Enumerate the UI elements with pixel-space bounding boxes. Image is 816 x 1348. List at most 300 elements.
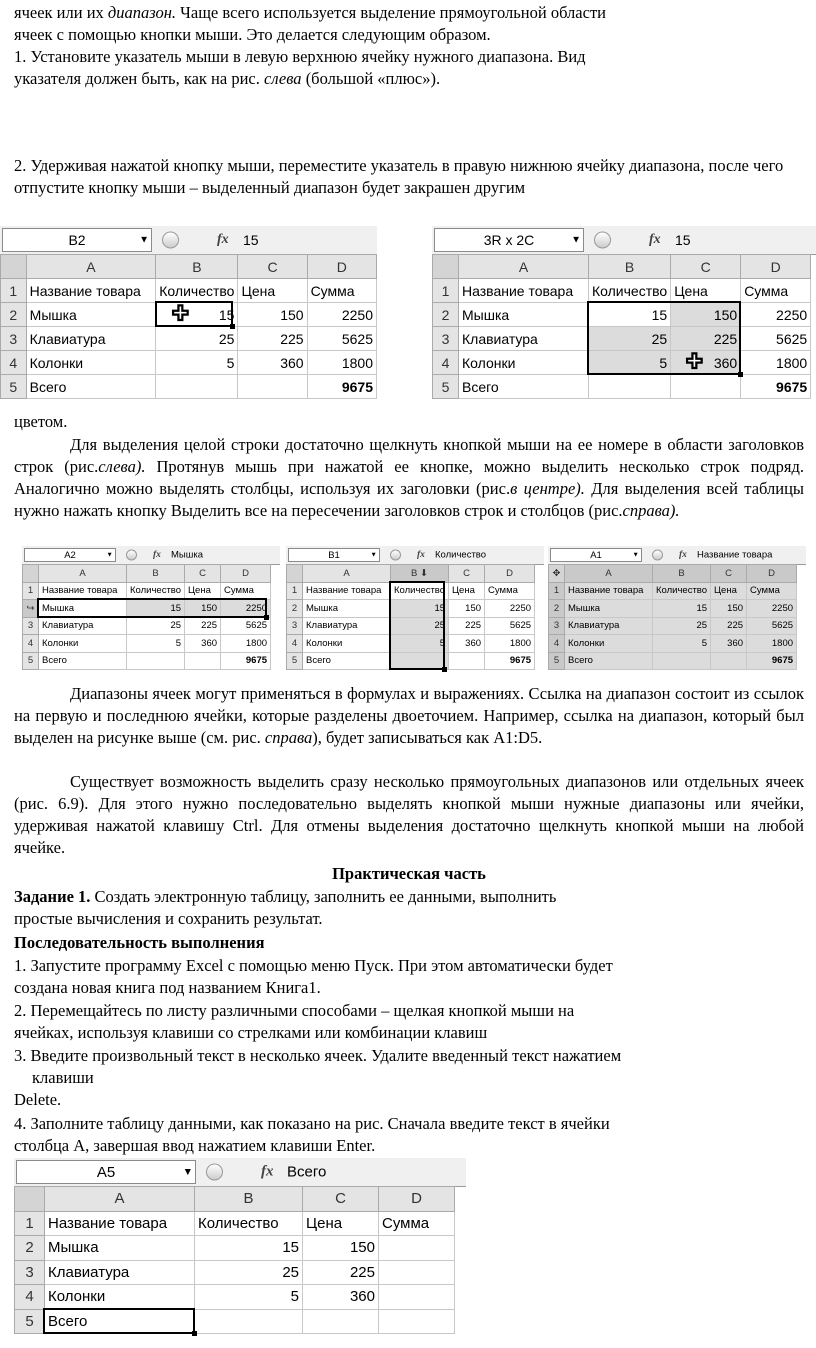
row-header[interactable]: 4 xyxy=(1,351,27,375)
formula-bar xyxy=(548,546,806,565)
paragraph-step-1 xyxy=(14,46,804,90)
cell[interactable]: 5625 xyxy=(307,327,376,351)
table-row xyxy=(15,1236,455,1261)
cell[interactable]: Цена xyxy=(711,582,747,600)
column-header[interactable]: C xyxy=(303,1187,379,1212)
cell[interactable]: 225 xyxy=(303,1260,379,1285)
column-header[interactable]: C xyxy=(671,255,741,279)
text-italic: слева). xyxy=(98,457,146,476)
cell[interactable]: 150 xyxy=(711,600,747,618)
cell[interactable]: 1800 xyxy=(741,351,811,375)
column-header[interactable]: D xyxy=(485,565,535,583)
cell[interactable]: Количество xyxy=(391,582,449,600)
text-italic: слева xyxy=(264,69,302,88)
table-row xyxy=(433,303,811,327)
cell[interactable] xyxy=(711,652,747,670)
name-box-value: 3R x 2C xyxy=(483,232,535,248)
cell[interactable]: 1800 xyxy=(307,351,376,375)
row-header[interactable]: 3 xyxy=(287,617,303,635)
cell[interactable]: 15 xyxy=(156,303,238,327)
row-header[interactable]: 2 xyxy=(433,303,459,327)
text-italic: в центре). xyxy=(510,479,585,498)
fx-icon[interactable]: fx xyxy=(679,550,687,560)
cell[interactable]: Мышка xyxy=(303,600,391,618)
column-header[interactable]: D xyxy=(741,255,811,279)
name-box[interactable] xyxy=(2,228,152,252)
cell[interactable]: Всего xyxy=(39,652,127,670)
cell[interactable]: Название товара xyxy=(45,1211,195,1236)
paragraph-range-intro xyxy=(14,2,804,46)
name-box-value: A5 xyxy=(96,1163,116,1181)
name-box-value: B2 xyxy=(68,232,86,248)
column-header[interactable]: C xyxy=(711,565,747,583)
column-header[interactable]: A xyxy=(459,255,589,279)
text: простые вычисления и сохранить результат. xyxy=(14,909,323,928)
cell[interactable]: Название товара xyxy=(459,279,589,303)
fx-icon[interactable]: fx xyxy=(261,1163,274,1180)
row-header[interactable]: 5 xyxy=(15,1309,45,1334)
fx-icon[interactable]: fx xyxy=(217,232,229,247)
cell[interactable]: Цена xyxy=(671,279,741,303)
cell[interactable]: 360 xyxy=(449,635,485,653)
table-row xyxy=(15,1211,455,1236)
table-row xyxy=(15,1285,455,1310)
cell[interactable]: Цена xyxy=(185,582,221,600)
column-header[interactable]: B xyxy=(127,565,185,583)
cell[interactable]: 225 xyxy=(671,327,741,351)
cell[interactable]: 1800 xyxy=(485,635,535,653)
text: (большой «плюс»). xyxy=(301,69,441,88)
task-label: Задание 1. xyxy=(14,887,91,906)
text: Существует возможность выделить сразу несколько прямоугольных диапазонов или отдельных ячеек (рис. 6.9). Для этого нужно последовательно выделять кнопкой мыши нужные диапазоны или ячейки, удерживая нажатой клавишу Ctrl. Для отмены выделения достаточно щелкнуть кнопкой мыши на любой ячейке. xyxy=(14,772,804,857)
cell[interactable]: Сумма xyxy=(485,582,535,600)
cell[interactable] xyxy=(195,1309,303,1334)
cell[interactable]: Название товара xyxy=(565,582,653,600)
text: 1. Установите указатель мыши в левую верхнюю ячейку нужного диапазона. Вид xyxy=(14,47,586,66)
cell[interactable]: Название товара xyxy=(26,279,156,303)
row-header[interactable]: 4 xyxy=(23,635,39,653)
row-header[interactable]: 5 xyxy=(433,375,459,399)
cell[interactable]: Мышка xyxy=(459,303,589,327)
formula-value[interactable]: Название товара xyxy=(697,549,773,561)
cell[interactable]: Колонки xyxy=(459,351,589,375)
column-header[interactable]: B xyxy=(156,255,238,279)
name-box-value: A2 xyxy=(64,549,76,561)
cell[interactable] xyxy=(127,652,185,670)
cell[interactable]: Всего xyxy=(459,375,589,399)
text: Протянув мышь при нажатой ее кнопке, можно выделить несколько строк подряд. Аналогично можно выделять столбцы, используя их заголовки (рис. xyxy=(14,457,804,498)
cell[interactable]: 25 xyxy=(391,617,449,635)
name-box[interactable] xyxy=(288,548,380,562)
cell[interactable]: Колонки xyxy=(26,351,156,375)
cursor-plus-icon: ✚ xyxy=(172,303,189,325)
sheet-grid xyxy=(432,254,816,406)
row-header[interactable]: 1 xyxy=(287,582,303,600)
row-header[interactable]: 4 xyxy=(433,351,459,375)
column-header[interactable]: A xyxy=(26,255,156,279)
formula-bar xyxy=(14,1158,466,1187)
cell[interactable]: 25 xyxy=(589,327,671,351)
cell[interactable] xyxy=(379,1309,455,1334)
cell[interactable]: 15 xyxy=(653,600,711,618)
select-all-button[interactable] xyxy=(287,565,303,583)
cell[interactable]: 25 xyxy=(195,1260,303,1285)
cell[interactable]: Колонки xyxy=(39,635,127,653)
row-header[interactable]: 3 xyxy=(23,617,39,635)
row-header[interactable]: 2 xyxy=(1,303,27,327)
cell[interactable]: Клавиатура xyxy=(45,1260,195,1285)
cell[interactable]: 9675 xyxy=(741,375,811,399)
column-header[interactable]: B ⬇ xyxy=(391,565,449,583)
cell[interactable]: 225 xyxy=(238,327,307,351)
column-header[interactable]: D xyxy=(307,255,376,279)
cell[interactable] xyxy=(238,375,307,399)
column-header[interactable]: D xyxy=(379,1187,455,1212)
column-header[interactable]: A xyxy=(45,1187,195,1212)
formula-bar-button-icon[interactable] xyxy=(594,232,611,249)
column-header[interactable]: B xyxy=(195,1187,303,1212)
cell[interactable]: 2250 xyxy=(747,600,797,618)
select-all-button[interactable] xyxy=(433,255,459,279)
row-header[interactable]: 3 xyxy=(1,327,27,351)
cell[interactable]: Количество xyxy=(127,582,185,600)
cell[interactable]: Мышка xyxy=(26,303,156,327)
text: ячеек с помощью кнопки мыши. Это делается следующим образом. xyxy=(14,25,491,44)
cell[interactable]: 1800 xyxy=(747,635,797,653)
column-header[interactable]: A xyxy=(303,565,391,583)
formula-bar-button-icon[interactable] xyxy=(652,550,663,561)
name-box[interactable] xyxy=(24,548,116,562)
excel-screenshot-select-all xyxy=(548,546,806,678)
row-header[interactable]: ↪ xyxy=(23,600,39,618)
cell[interactable]: Название товара xyxy=(39,582,127,600)
cell[interactable] xyxy=(379,1236,455,1261)
cell[interactable]: Клавиатура xyxy=(565,617,653,635)
cell[interactable] xyxy=(671,375,741,399)
name-box[interactable] xyxy=(16,1160,196,1184)
cell[interactable]: 150 xyxy=(185,600,221,618)
excel-screenshot-row-select xyxy=(22,546,280,678)
cell[interactable]: Сумма xyxy=(221,582,271,600)
cell[interactable]: 150 xyxy=(449,600,485,618)
paragraph-range-reference xyxy=(14,683,804,749)
text: Диапазоны ячеек могут применяться в формулах и выражениях. Ссылка на диапазон состоит из ссылок на первую и последнюю ячейки, которые разделены двоеточием. Например, ссылка на диапазон, который был выделен на рисунке выше (см. рис. xyxy=(14,684,804,747)
row-header[interactable]: 5 xyxy=(287,652,303,670)
column-header[interactable]: B xyxy=(653,565,711,583)
table-row xyxy=(287,582,535,600)
cell[interactable]: Всего xyxy=(303,652,391,670)
cell[interactable]: Количество xyxy=(156,279,238,303)
text: создана новая книга под названием Книга1. xyxy=(14,978,321,997)
cell[interactable]: 9675 xyxy=(221,652,271,670)
cell[interactable] xyxy=(185,652,221,670)
cell[interactable]: 2250 xyxy=(485,600,535,618)
cell[interactable]: Всего xyxy=(565,652,653,670)
cell[interactable]: 9675 xyxy=(307,375,376,399)
cell[interactable]: 15 xyxy=(127,600,185,618)
fx-icon[interactable]: fx xyxy=(417,550,425,560)
formula-bar-button-icon[interactable] xyxy=(126,550,137,561)
table-row xyxy=(433,351,811,375)
text: указателя должен быть, как на рис. xyxy=(14,69,264,88)
cell[interactable]: 5625 xyxy=(485,617,535,635)
excel-screenshot-a5 xyxy=(14,1158,466,1340)
formula-bar-button-icon[interactable] xyxy=(206,1164,223,1181)
text: цветом. xyxy=(14,412,68,431)
cell[interactable]: 225 xyxy=(449,617,485,635)
formula-bar-button-icon[interactable] xyxy=(390,550,401,561)
table-row xyxy=(433,279,811,303)
paragraph-seq-3 xyxy=(14,1045,804,1111)
table-row xyxy=(549,617,797,635)
sheet-grid xyxy=(286,564,544,678)
paragraph-color xyxy=(14,411,804,433)
cell[interactable]: 5 xyxy=(653,635,711,653)
row-header[interactable]: 5 xyxy=(1,375,27,399)
text: 4. Заполните таблицу данными, как показано на рис. Сначала введите текст в ячейки xyxy=(14,1114,610,1133)
table-row xyxy=(23,582,271,600)
cell[interactable]: 360 xyxy=(185,635,221,653)
formula-value[interactable]: Количество xyxy=(435,549,487,561)
row-header[interactable]: 1 xyxy=(15,1211,45,1236)
text: 2. Удерживая нажатой кнопку мыши, переместите указатель в правую нижнюю ячейку диапазона, после чего отпустите кнопку мыши – выделенный диапазон будет закрашен другим xyxy=(14,156,784,197)
cell[interactable]: 5625 xyxy=(741,327,811,351)
select-all-button[interactable]: ✥ xyxy=(549,565,565,583)
name-box[interactable] xyxy=(550,548,642,562)
cell[interactable]: 25 xyxy=(127,617,185,635)
text: Создать электронную таблицу, заполнить ее данными, выполнить xyxy=(90,887,557,906)
table-row xyxy=(549,600,797,618)
text: Чаще всего используется выделение прямоугольной области xyxy=(176,3,606,22)
column-header[interactable]: A xyxy=(565,565,653,583)
table-row xyxy=(433,327,811,351)
cell[interactable]: Всего xyxy=(45,1309,195,1334)
cell[interactable]: 25 xyxy=(653,617,711,635)
cell[interactable]: 2250 xyxy=(221,600,271,618)
cell[interactable]: Колонки xyxy=(303,635,391,653)
cell[interactable] xyxy=(653,652,711,670)
cell[interactable]: Количество xyxy=(195,1211,303,1236)
cell[interactable]: Мышка xyxy=(565,600,653,618)
cell[interactable] xyxy=(391,652,449,670)
table-row xyxy=(549,582,797,600)
cell[interactable]: 360 xyxy=(303,1285,379,1310)
paragraph-seq-4 xyxy=(14,1113,804,1157)
fx-icon[interactable]: fx xyxy=(649,232,661,247)
chevron-down-icon[interactable]: ▼ xyxy=(571,234,581,246)
cell[interactable]: Клавиатура xyxy=(303,617,391,635)
excel-screenshot-range xyxy=(432,226,816,406)
table-row xyxy=(287,600,535,618)
row-header[interactable]: 5 xyxy=(23,652,39,670)
paragraph-multiple-ranges xyxy=(14,771,804,859)
column-header[interactable]: C xyxy=(238,255,307,279)
table-row xyxy=(549,652,797,670)
cell[interactable]: Колонки xyxy=(565,635,653,653)
cell[interactable]: Цена xyxy=(449,582,485,600)
select-all-button[interactable] xyxy=(15,1187,45,1212)
row-header[interactable]: 2 xyxy=(549,600,565,618)
cell[interactable] xyxy=(379,1285,455,1310)
formula-bar-button-icon[interactable] xyxy=(162,232,179,249)
cell[interactable]: Сумма xyxy=(307,279,376,303)
cell[interactable]: Количество xyxy=(653,582,711,600)
text: Для выделения целой строки достаточно щелкнуть кнопкой мыши на ее номере в области заголовков строк (рис. xyxy=(14,435,804,476)
cell[interactable]: Клавиатура xyxy=(459,327,589,351)
cell[interactable]: 5625 xyxy=(747,617,797,635)
cell[interactable]: Сумма xyxy=(747,582,797,600)
text: Для выделения всей таблицы нужно нажать кнопку Выделить все на пересечении заголовков строк и столбцов (рис. xyxy=(14,479,804,520)
row-header[interactable]: 4 xyxy=(549,635,565,653)
text: 3. Введите произвольный текст в несколько ячеек. Удалите введенный текст нажатием xyxy=(14,1046,622,1065)
formula-bar xyxy=(286,546,544,565)
heading-sequence: Последовательность выполнения xyxy=(14,933,265,952)
cell[interactable]: 225 xyxy=(711,617,747,635)
cell[interactable]: Клавиатура xyxy=(26,327,156,351)
sheet-grid xyxy=(22,564,280,678)
table-row xyxy=(1,327,377,351)
cell[interactable]: 15 xyxy=(391,600,449,618)
row-header[interactable]: 1 xyxy=(23,582,39,600)
cell[interactable]: Мышка xyxy=(39,600,127,618)
row-header[interactable]: 3 xyxy=(549,617,565,635)
chevron-down-icon[interactable]: ▼ xyxy=(632,551,639,559)
cell[interactable]: 5625 xyxy=(221,617,271,635)
select-all-button[interactable] xyxy=(23,565,39,583)
cell[interactable]: Цена xyxy=(238,279,307,303)
table-row xyxy=(15,1309,455,1334)
cell[interactable]: 150 xyxy=(303,1236,379,1261)
paragraph-row-selection xyxy=(14,434,804,522)
cell[interactable]: 150 xyxy=(671,303,741,327)
table-row xyxy=(287,652,535,670)
text: ячейках, используя клавиши со стрелками или комбинации клавиш xyxy=(14,1023,488,1042)
name-box-value: B1 xyxy=(328,549,340,561)
text-italic: справа). xyxy=(622,501,680,520)
fx-icon[interactable]: fx xyxy=(153,550,161,560)
cell[interactable]: 5 xyxy=(156,351,238,375)
formula-value[interactable]: Всего xyxy=(287,1163,327,1181)
cell[interactable]: 360 xyxy=(238,351,307,375)
column-header[interactable]: D xyxy=(747,565,797,583)
text: 1. Запустите программу Excel с помощью меню Пуск. При этом автоматически будет xyxy=(14,956,613,975)
cell[interactable]: 5 xyxy=(127,635,185,653)
text: Delete. xyxy=(14,1090,62,1109)
text-italic: диапазон. xyxy=(107,3,177,22)
cell[interactable]: 360 xyxy=(711,635,747,653)
column-header[interactable]: C xyxy=(449,565,485,583)
select-all-button[interactable] xyxy=(1,255,27,279)
chevron-down-icon[interactable]: ▼ xyxy=(139,234,149,246)
table-row xyxy=(23,652,271,670)
cell[interactable]: Колонки xyxy=(45,1285,195,1310)
chevron-down-icon[interactable]: ▼ xyxy=(370,551,377,559)
cell[interactable]: 2250 xyxy=(741,303,811,327)
cell[interactable] xyxy=(449,652,485,670)
formula-value[interactable]: Мышка xyxy=(171,549,204,561)
cell[interactable]: Мышка xyxy=(45,1236,195,1261)
name-box[interactable] xyxy=(434,228,584,252)
cell[interactable]: 225 xyxy=(185,617,221,635)
cell[interactable]: Цена xyxy=(303,1211,379,1236)
cell[interactable]: 150 xyxy=(238,303,307,327)
cell[interactable]: 5 xyxy=(391,635,449,653)
table-row xyxy=(1,351,377,375)
cell[interactable]: Сумма xyxy=(741,279,811,303)
formula-value[interactable]: 15 xyxy=(243,232,259,248)
heading-practice: Практическая часть xyxy=(332,864,486,883)
cell[interactable] xyxy=(303,1309,379,1334)
cell[interactable]: Количество xyxy=(589,279,671,303)
row-header[interactable]: 4 xyxy=(287,635,303,653)
cell[interactable]: Всего xyxy=(26,375,156,399)
cell[interactable]: 5 xyxy=(589,351,671,375)
excel-screenshot-b2 xyxy=(0,226,377,406)
cell[interactable]: 15 xyxy=(195,1236,303,1261)
cell[interactable]: 25 xyxy=(156,327,238,351)
chevron-down-icon[interactable]: ▼ xyxy=(182,1166,193,1178)
excel-screenshot-column-select xyxy=(286,546,544,678)
cell[interactable] xyxy=(589,375,671,399)
sheet-grid xyxy=(14,1186,466,1340)
column-header[interactable]: C xyxy=(185,565,221,583)
cursor-plus-icon: ✚ xyxy=(686,351,703,373)
cell[interactable]: 2250 xyxy=(307,303,376,327)
row-header[interactable]: 2 xyxy=(15,1236,45,1261)
table-row xyxy=(15,1260,455,1285)
paragraph-task-1 xyxy=(14,886,804,930)
cell[interactable]: 360 xyxy=(671,351,741,375)
formula-bar xyxy=(0,226,377,255)
paragraph-seq-2 xyxy=(14,1000,804,1044)
column-header[interactable]: A xyxy=(39,565,127,583)
cell[interactable]: Название товара xyxy=(303,582,391,600)
row-header[interactable]: 5 xyxy=(549,652,565,670)
column-header[interactable]: B xyxy=(589,255,671,279)
row-header[interactable]: 3 xyxy=(15,1260,45,1285)
table-row xyxy=(287,635,535,653)
cell[interactable]: 9675 xyxy=(485,652,535,670)
row-header[interactable]: 1 xyxy=(549,582,565,600)
row-header[interactable]: 4 xyxy=(15,1285,45,1310)
column-header[interactable]: D xyxy=(221,565,271,583)
row-header[interactable]: 3 xyxy=(433,327,459,351)
cell[interactable] xyxy=(156,375,238,399)
cell[interactable]: 5 xyxy=(195,1285,303,1310)
table-row xyxy=(1,279,377,303)
cell[interactable]: 15 xyxy=(589,303,671,327)
cell[interactable]: Сумма xyxy=(379,1211,455,1236)
row-header[interactable]: 1 xyxy=(433,279,459,303)
text-italic: справа xyxy=(264,728,313,747)
formula-bar xyxy=(432,226,816,255)
formula-bar xyxy=(22,546,280,565)
cell[interactable]: Клавиатура xyxy=(39,617,127,635)
cell[interactable]: 9675 xyxy=(747,652,797,670)
table-row xyxy=(1,375,377,399)
table-row xyxy=(23,635,271,653)
formula-value[interactable]: 15 xyxy=(675,232,691,248)
cell[interactable] xyxy=(379,1260,455,1285)
text: ), будет записываться как A1:D5. xyxy=(312,728,543,747)
text: ячеек или их xyxy=(14,3,108,22)
row-header[interactable]: 2 xyxy=(287,600,303,618)
chevron-down-icon[interactable]: ▼ xyxy=(106,551,113,559)
text: клавиши xyxy=(32,1068,94,1087)
row-header[interactable]: 1 xyxy=(1,279,27,303)
text: 2. Перемещайтесь по листу различными способами – щелкая кнопкой мыши на xyxy=(14,1001,575,1020)
cell[interactable]: 1800 xyxy=(221,635,271,653)
